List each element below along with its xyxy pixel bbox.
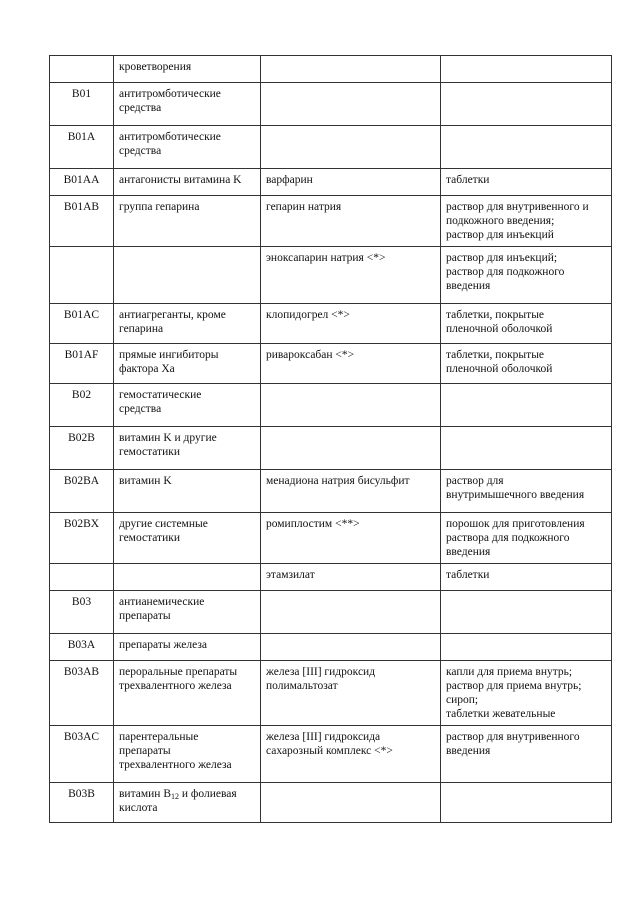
drug-name-cell [261,56,441,83]
atc-code: B03 [71,596,92,608]
group-line: фактора Xa [119,363,175,375]
drug-name-cell [261,169,441,196]
anatomic-group-cell [114,169,261,196]
atc-code: B02BA [63,475,100,487]
group-line: антагонисты витамина K [119,174,242,186]
group-line: препараты железа [119,639,207,651]
anatomic-group-cell [114,427,261,470]
form-line: раствора для подкожного [446,532,570,544]
table-row [50,726,612,783]
drug-line: железа [III] гидроксид [266,666,376,678]
form-line: введения [446,546,491,558]
group-line: гемостатические [119,389,202,401]
group-line: парентеральные [119,731,199,743]
group-line: средства [119,102,162,114]
atc-code-cell [50,384,114,427]
atc-code: B02B [68,432,95,444]
form-line: внутримышечного введения [446,489,585,501]
dosage-form-cell [441,247,612,304]
dosage-form-cell [441,513,612,564]
form-line: раствор для внутривенного [446,731,580,743]
atc-code-cell [50,470,114,513]
atc-code-cell [50,726,114,783]
dosage-form-cell [441,470,612,513]
atc-code: B03AC [63,731,100,743]
drug-line: ромиплостим <**> [266,518,360,530]
atc-code-cell [50,304,114,344]
atc-code: B01AA [63,174,100,186]
atc-code: B01AC [63,309,100,321]
drug-line: ривароксабан <*> [266,349,355,361]
dosage-form-cell [441,427,612,470]
medication-table-body [50,56,612,823]
drug-line: менадиона натрия бисульфит [266,475,410,487]
form-line: раствор для инъекций; [446,252,558,264]
dosage-form-cell [441,304,612,344]
table-row [50,384,612,427]
group-line: кислота [119,802,158,814]
drug-line: этамзилат [266,569,315,581]
atc-code: B01AB [63,201,100,213]
drug-name-cell [261,513,441,564]
table-row [50,564,612,591]
form-line: пленочной оболочкой [446,363,553,375]
atc-code-cell [50,427,114,470]
form-line: раствор для приема внутрь; [446,680,582,692]
atc-code-cell [50,83,114,126]
table-row [50,83,612,126]
atc-code-cell [50,661,114,726]
drug-line: сахарозный комплекс <*> [266,745,393,757]
dosage-form-cell [441,56,612,83]
table-row [50,196,612,247]
anatomic-group-cell [114,661,261,726]
group-text: и фолиевая [179,788,237,800]
group-line: кроветворения [119,61,192,73]
table-row [50,126,612,169]
form-line: капли для приема внутрь; [446,666,573,678]
form-line: пленочной оболочкой [446,323,553,335]
atc-code: B03AB [63,666,100,678]
table-row [50,783,612,823]
form-line: подкожного введения; [446,215,555,227]
atc-code: B03A [67,639,96,651]
anatomic-group-cell [114,344,261,384]
drug-name-cell [261,470,441,513]
dosage-form-cell [441,126,612,169]
form-line: раствор для инъекций [446,229,554,241]
drug-name-cell [261,634,441,661]
atc-code-cell [50,247,114,304]
drug-name-cell [261,564,441,591]
atc-code-cell [50,56,114,83]
atc-code-cell [50,169,114,196]
drug-name-cell [261,661,441,726]
group-line: средства [119,145,162,157]
atc-code: B02 [71,389,92,401]
group-line: гемостатики [119,532,180,544]
dosage-form-cell [441,83,612,126]
group-line: трехвалентного железа [119,680,232,692]
table-row [50,56,612,83]
anatomic-group-cell [114,384,261,427]
group-line: витамин K [119,475,172,487]
anatomic-group-cell [114,83,261,126]
atc-code-cell [50,634,114,661]
dosage-form-cell [441,634,612,661]
atc-code: B01A [67,131,96,143]
drug-name-cell [261,591,441,634]
group-line: пероральные препараты [119,666,238,678]
dosage-form-cell [441,344,612,384]
anatomic-group-cell [114,564,261,591]
atc-code: B03B [68,788,95,800]
form-line: порошок для приготовления [446,518,585,530]
drug-line: клопидогрел <*> [266,309,350,321]
anatomic-group-cell [114,513,261,564]
table-row [50,661,612,726]
drug-name-cell [261,726,441,783]
atc-code-cell [50,513,114,564]
anatomic-group-cell [114,56,261,83]
dosage-form-cell [441,591,612,634]
form-line: раствор для подкожного [446,266,565,278]
table-row [50,634,612,661]
table-row [50,247,612,304]
anatomic-group-cell [114,247,261,304]
drug-line: эноксапарин натрия <*> [266,252,386,264]
group-text: витамин B [119,788,171,800]
drug-name-cell [261,83,441,126]
group-line: препараты [119,610,171,622]
drug-name-cell [261,304,441,344]
group-line: антитромботические [119,88,221,100]
table-row [50,427,612,470]
table-row [50,344,612,384]
table-row [50,513,612,564]
group-line: препараты [119,745,171,757]
dosage-form-cell [441,564,612,591]
form-line: таблетки [446,569,490,581]
form-line: раствор для внутривенного и [446,201,589,213]
atc-code-cell [50,196,114,247]
anatomic-group-cell [114,634,261,661]
drug-line: полимальтозат [266,680,338,692]
group-line: антитромботические [119,131,221,143]
subscript-12: 12 [171,792,179,801]
form-line: сироп; [446,694,479,706]
form-line: таблетки, покрытые [446,309,545,321]
table-row [50,169,612,196]
atc-code-cell [50,126,114,169]
table-row [50,470,612,513]
table-row [50,591,612,634]
anatomic-group-cell [114,470,261,513]
drug-name-cell [261,783,441,823]
table-row [50,304,612,344]
anatomic-group-cell [114,304,261,344]
dosage-form-cell [441,726,612,783]
group-line: средства [119,403,162,415]
drug-name-cell [261,126,441,169]
dosage-form-cell [441,783,612,823]
dosage-form-cell [441,196,612,247]
drug-line: гепарин натрия [266,201,342,213]
group-line: антианемические [119,596,205,608]
group-line: другие системные [119,518,208,530]
anatomic-group-cell [114,726,261,783]
atc-code-cell [50,783,114,823]
anatomic-group-cell [114,783,261,823]
drug-name-cell [261,344,441,384]
form-line: таблетки, покрытые [446,349,545,361]
medication-table [49,55,612,823]
form-line: раствор для [446,475,504,487]
dosage-form-cell [441,384,612,427]
anatomic-group-cell [114,591,261,634]
group-line: гепарина [119,323,164,335]
dosage-form-cell [441,169,612,196]
group-line: витамин K и другие [119,432,217,444]
group-line [119,787,257,801]
form-line: введения [446,280,491,292]
drug-name-cell [261,427,441,470]
atc-code-cell [50,591,114,634]
atc-code: B01 [71,88,92,100]
atc-code: B02BX [63,518,100,530]
drug-name-cell [261,384,441,427]
atc-code-cell [50,564,114,591]
drug-line: варфарин [266,174,313,186]
group-line: антиагреганты, кроме [119,309,226,321]
form-line: таблетки жевательные [446,708,556,720]
form-line: введения [446,745,491,757]
atc-code-cell [50,344,114,384]
drug-name-cell [261,247,441,304]
dosage-form-cell [441,661,612,726]
group-line: трехвалентного железа [119,759,232,771]
drug-line: железа [III] гидроксида [266,731,381,743]
group-line: гемостатики [119,446,180,458]
anatomic-group-cell [114,126,261,169]
anatomic-group-cell [114,196,261,247]
group-line: прямые ингибиторы [119,349,219,361]
drug-name-cell [261,196,441,247]
form-line: таблетки [446,174,490,186]
group-line: группа гепарина [119,201,200,213]
atc-code: B01AF [64,349,99,361]
